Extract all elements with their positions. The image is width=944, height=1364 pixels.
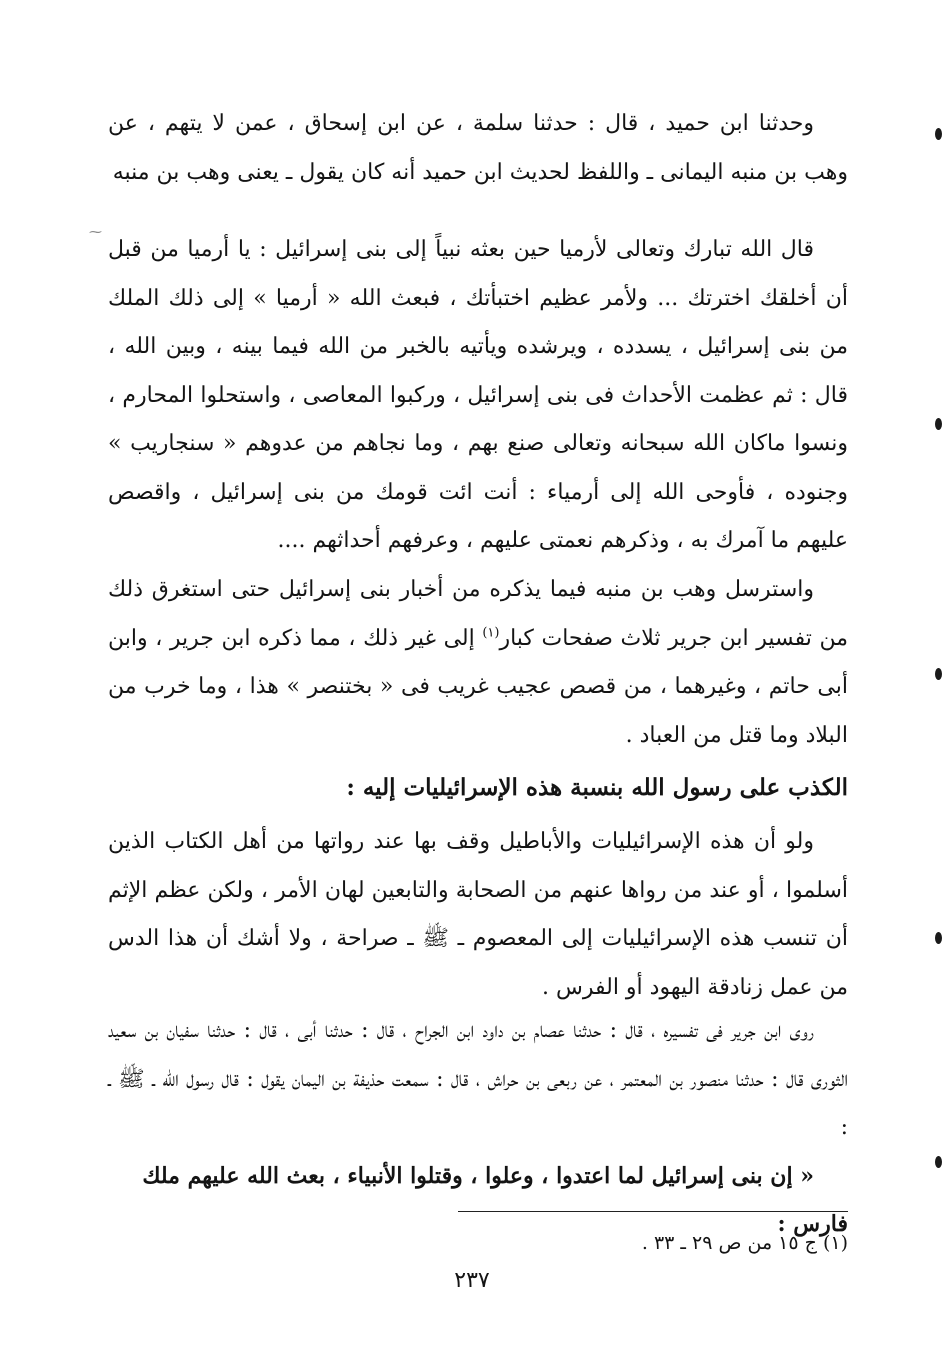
footnote-divider bbox=[458, 1211, 848, 1212]
footnote-reference[interactable]: (١) bbox=[482, 625, 500, 641]
binding-hole-icon bbox=[935, 1156, 942, 1168]
footnote: (١) ج ١٥ من ص ٢٩ ـ ٣٣ . bbox=[641, 1232, 848, 1254]
binding-hole-icon bbox=[935, 418, 942, 430]
binding-hole-icon bbox=[935, 668, 942, 680]
binding-hole-icon bbox=[935, 932, 942, 944]
section-heading: الكذب على رسول الله بنسبة هذه الإسرائيليات إليه : bbox=[346, 774, 848, 801]
margin-scribble-icon: ⁓ bbox=[89, 225, 102, 240]
paragraph-wahb-continuation bbox=[108, 566, 848, 760]
paragraph-fabrication: ولو أن هذه الإسرائيليات والأباطيل وقف بها عند رواتها من أهل الكتاب الذين أسلموا ، أو عند من رواها عنهم من الصحابة والتابعين لهان الأمر ، ولكن عظم الإثم أن تنسب هذه الإسرائيليات إلى المعصوم ـ ﷺ ـ صراحة ، ولا أشك أن هذا الدس من عمل زنادقة اليهود أو الفرس . bbox=[108, 829, 848, 1000]
paragraph-wahb-isnad: وحدثنا ابن حميد ، قال : حدثنا سلمة ، عن ابن إسحاق ، عمن لا يتهم ، عن وهب بن منبه اليمانى ـ واللفظ لحديث ابن حميد أنه كان يقول ـ يعنى وهب بن منبه bbox=[108, 111, 848, 185]
page-number: ٢٣٧ bbox=[454, 1268, 490, 1293]
paragraph-ibn-jarir-isnad: روى ابن جرير فى تفسيره ، قال : حدثنا عصام بن داود ابن الجراح ، قال : حدثنا أبى ، قال : حدثنا سفيان بن سعيد الثورى قال : حدثنا منصور بن المعتمر ، عن ربعى بن حراش ، قال : سمعت حذيفة بن اليمان يقول : قال رسول الله ـ ﷺ ـ : bbox=[108, 1018, 848, 1140]
paragraph-text-after-footnote: إلى غير ذلك ، مما ذكره ابن جرير ، وابن أبى حاتم ، وغيرهما ، من قصص عجيب غريب فى « بختنصر » هذا ، وما خرب من البلاد وما قتل من العباد . bbox=[108, 625, 848, 748]
binding-hole-icon bbox=[935, 128, 942, 140]
hadith-quote: « إن بنى إسرائيل لما اعتدوا ، وعلوا ، وقتلوا الأنبياء ، بعث الله عليهم ملك فارس : bbox=[142, 1163, 848, 1237]
paragraph-armiya-story: قال الله تبارك وتعالى لأرميا حين بعثه نبياً إلى بنى إسرائيل : يا أرميا من قبل أن أخلقك اخترتك ... ولأمر عظيم اختبأتك ، فبعث الله « أرميا » إلى ذلك الملك من بنى إسرائيل ، يسدده ، ويرشده ويأتيه بالخبر من الله فيما بينه ، وبين الله ، قال : ثم عظمت الأحداث فى بنى إسرائيل ، وركبوا المعاصى ، واستحلوا المحارم ، ونسوا ماكان الله سبحانه وتعالى صنع بهم ، وما نجاهم من عدوهم « سنجاريب » وجنوده ، فأوحى الله إلى أرمياء : أنت ائت قومك من بنى إسرائيل ، واقصص عليهم ما آمرك به ، وذكرهم نعمتى عليهم ، وعرفهم أحداثهم .... bbox=[108, 237, 848, 553]
paragraph-text-before-footnote: واسترسل وهب بن منبه فيما يذكره من أخبار بنى إسرائيل حتى استغرق ذلك من تفسير ابن جرير ثلاث صفحات كبار bbox=[108, 577, 849, 651]
